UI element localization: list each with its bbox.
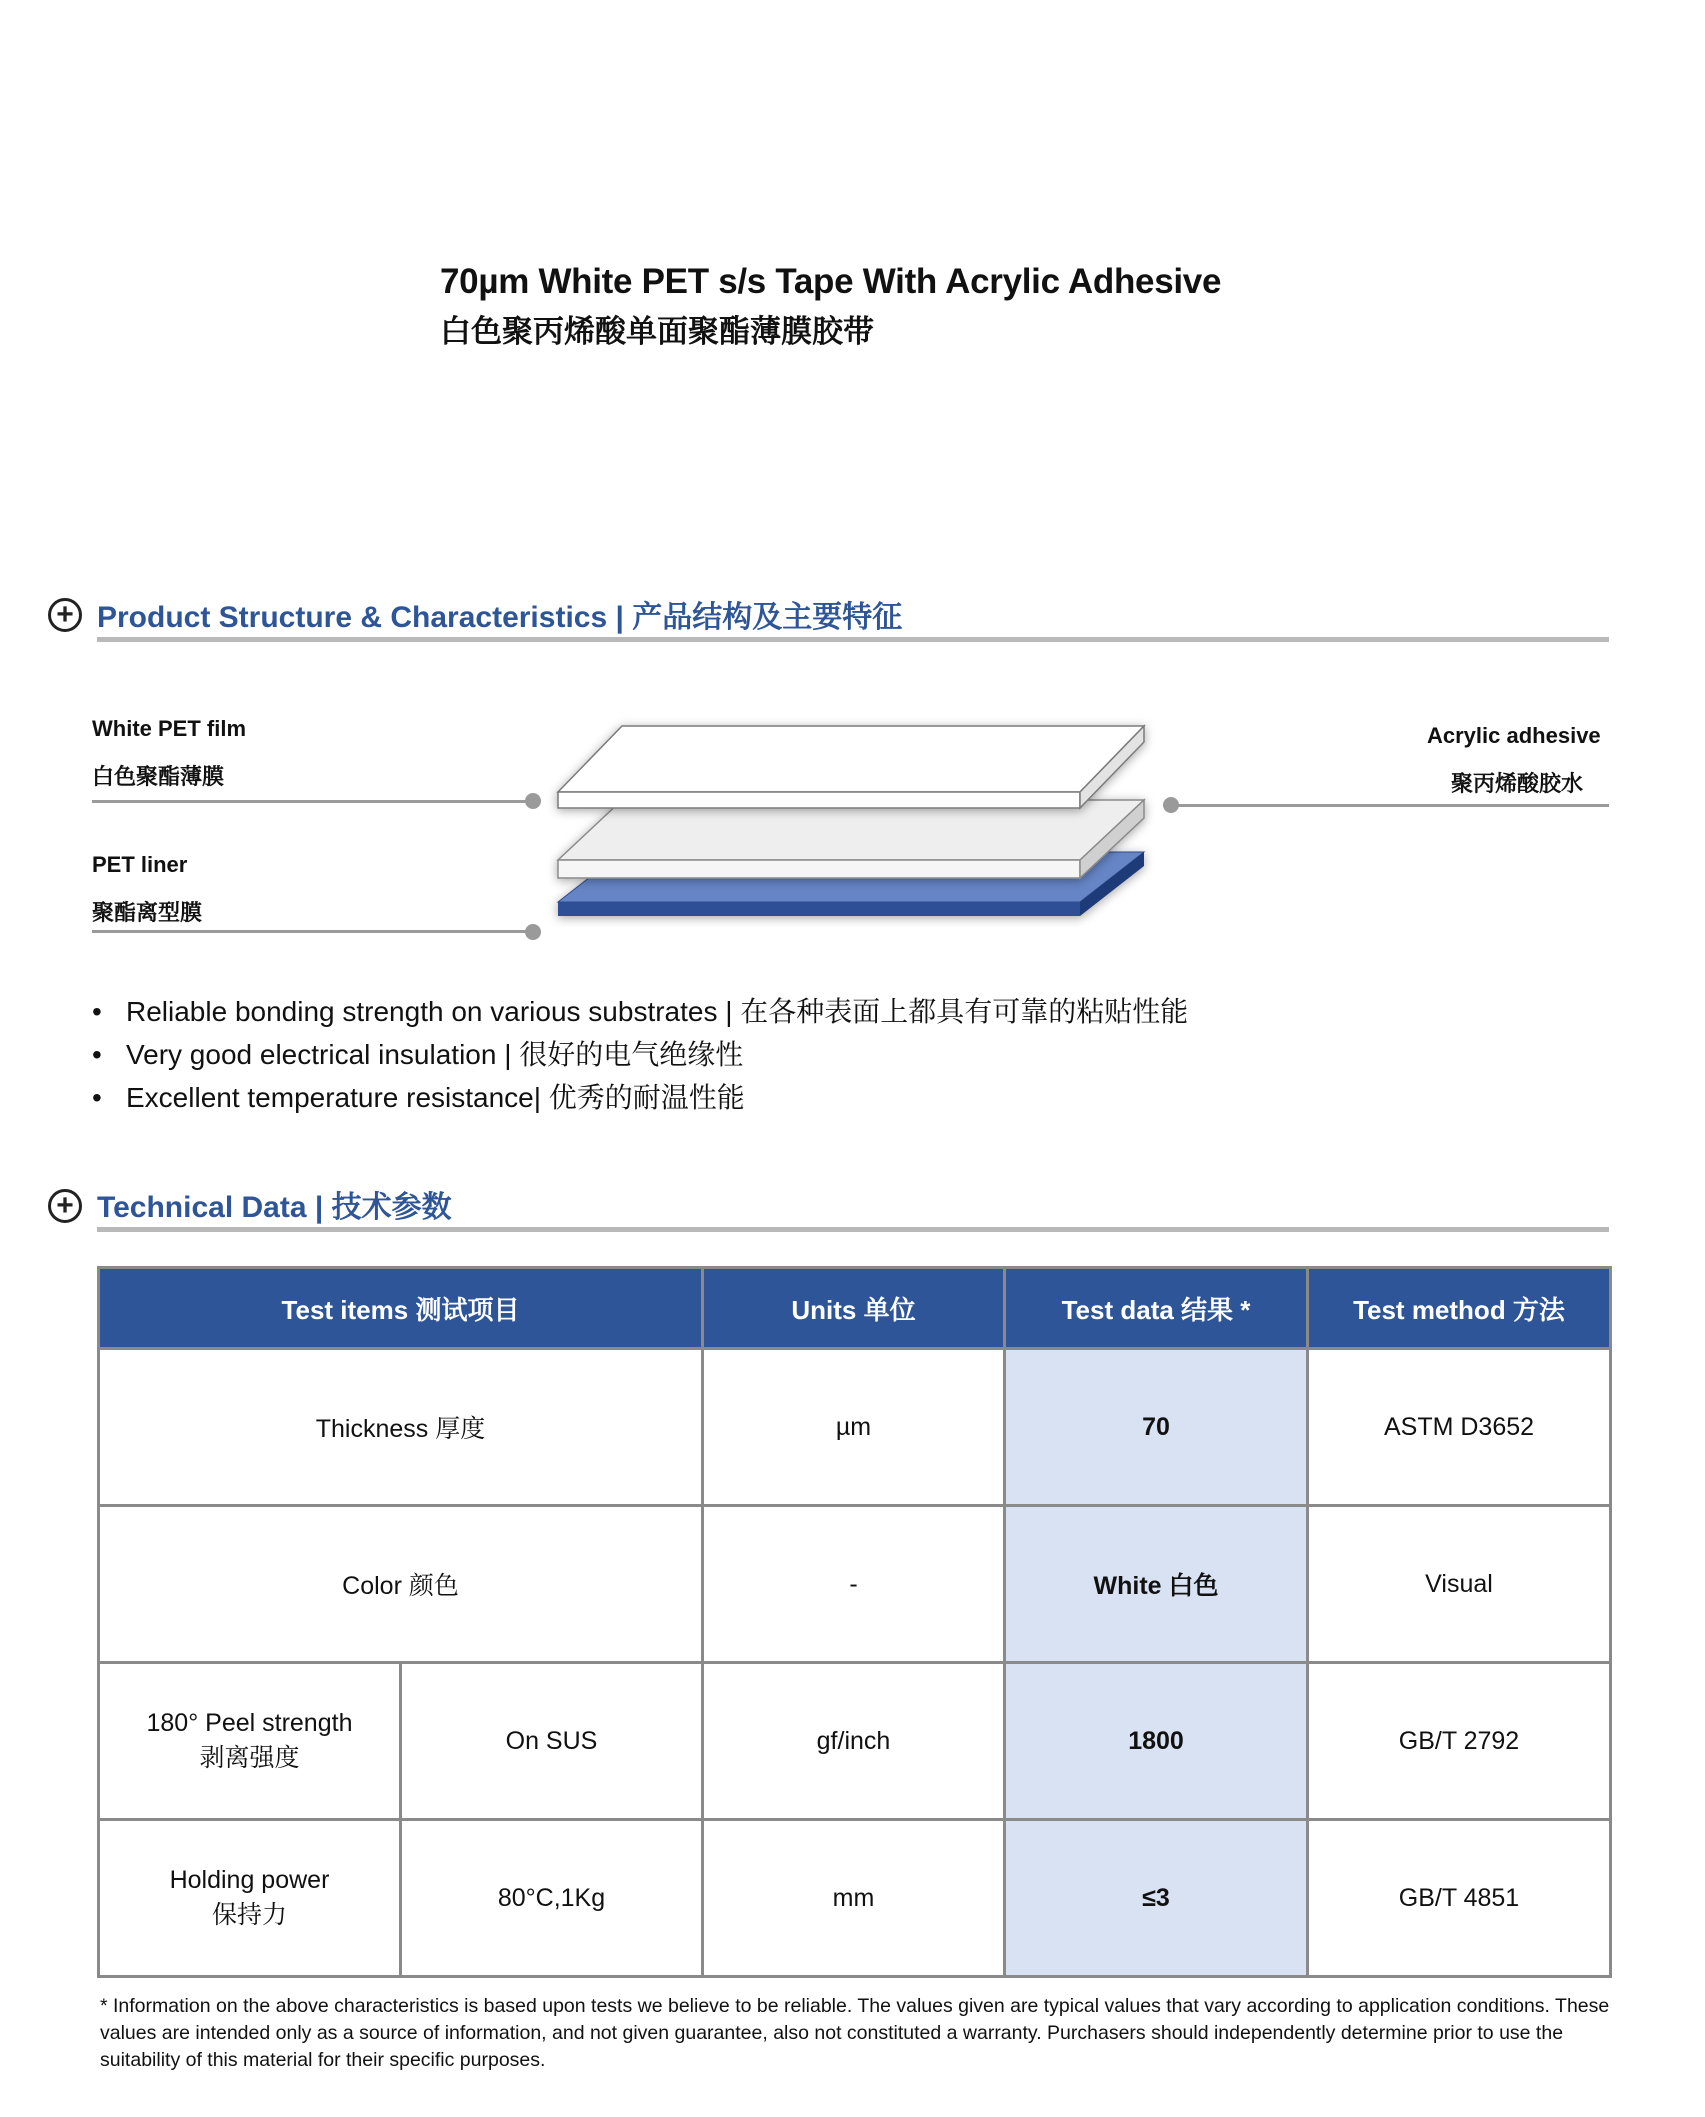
peel-method: GB/T 2792: [1308, 1663, 1611, 1820]
adhesive-leader-line: [1170, 804, 1609, 807]
list-item: • Very good electrical insulation | 很好的电气绝缘性: [90, 1033, 1188, 1076]
feature-list: [90, 990, 1188, 1119]
color-unit: -: [703, 1506, 1005, 1663]
page-subtitle: 白色聚丙烯酸单面聚酯薄膜胶带: [440, 314, 874, 349]
liner-leader-line: [92, 930, 532, 933]
table-row: [99, 1349, 1611, 1506]
liner-leader-dot: [525, 924, 541, 940]
film-leader-line: [92, 800, 532, 803]
film-label-en: White PET film: [92, 716, 246, 741]
peel-item: [99, 1663, 401, 1820]
structure-section-title: Product Structure & Characteristics | 产品结构及主要特征: [97, 601, 903, 634]
plus-circle-icon: +: [48, 598, 82, 632]
header-test-method: Test method 方法: [1308, 1268, 1611, 1349]
peel-value: 1800: [1005, 1663, 1308, 1820]
header-test-data: Test data 结果 *: [1005, 1268, 1308, 1349]
layer-structure-diagram: [540, 710, 1160, 950]
adhesive-label-en: Acrylic adhesive: [1427, 723, 1601, 748]
color-value: White 白色: [1005, 1506, 1308, 1663]
thickness-item: Thickness 厚度: [99, 1349, 703, 1506]
page-title: 70µm White PET s/s Tape With Acrylic Adhesive: [440, 262, 1222, 301]
section-divider: [97, 1227, 1609, 1232]
film-label-cn: 白色聚酯薄膜: [92, 764, 225, 789]
peel-condition: On SUS: [401, 1663, 703, 1820]
adhesive-layer: [558, 800, 1144, 878]
thickness-value: 70: [1005, 1349, 1308, 1506]
holding-unit: mm: [703, 1820, 1005, 1977]
header-test-items: Test items 测试项目: [99, 1268, 703, 1349]
color-item: Color 颜色: [99, 1506, 703, 1663]
film-layer: [558, 726, 1144, 808]
peel-unit: gf/inch: [703, 1663, 1005, 1820]
peel-item-en: 180° Peel strength: [146, 1708, 353, 1737]
liner-label-en: PET liner: [92, 852, 188, 877]
adhesive-leader-dot: [1163, 797, 1179, 813]
technical-data-table: [97, 1266, 1612, 1978]
peel-item-cn: 剥离强度: [199, 1743, 300, 1772]
table-header-row: [99, 1268, 1611, 1349]
liner-label-cn: 聚酯离型膜: [92, 900, 203, 925]
list-item: • Excellent temperature resistance| 优秀的耐温性能: [90, 1076, 1188, 1119]
header-units: Units 单位: [703, 1268, 1005, 1349]
adhesive-label-cn: 聚丙烯酸胶水: [1451, 771, 1584, 796]
holding-method: GB/T 4851: [1308, 1820, 1611, 1977]
thickness-unit: µm: [703, 1349, 1005, 1506]
table-row: [99, 1820, 1611, 1977]
plus-circle-icon: +: [48, 1189, 82, 1223]
holding-condition: 80°C,1Kg: [401, 1820, 703, 1977]
disclaimer-footnote: * Information on the above characteristics is based upon tests we believe to be reliable. The values given are typical values that vary according to application conditions. These values are intended only as a source of information, and not given guarantee, also not constituted a warranty. Purchasers should independently determine prior to use the suitability of this material for their specific purposes.: [100, 1995, 1610, 2071]
tech-section-title: Technical Data | 技术参数: [97, 1191, 452, 1224]
holding-item-cn: 保持力: [211, 1900, 287, 1929]
table-row: [99, 1663, 1611, 1820]
table-row: [99, 1506, 1611, 1663]
film-leader-dot: [525, 793, 541, 809]
thickness-method: ASTM D3652: [1308, 1349, 1611, 1506]
section-divider: [97, 637, 1609, 642]
list-item: • Reliable bonding strength on various substrates | 在各种表面上都具有可靠的粘贴性能: [90, 990, 1188, 1033]
holding-item: [99, 1820, 401, 1977]
holding-value: ≤3: [1005, 1820, 1308, 1977]
color-method: Visual: [1308, 1506, 1611, 1663]
holding-item-en: Holding power: [169, 1865, 330, 1894]
